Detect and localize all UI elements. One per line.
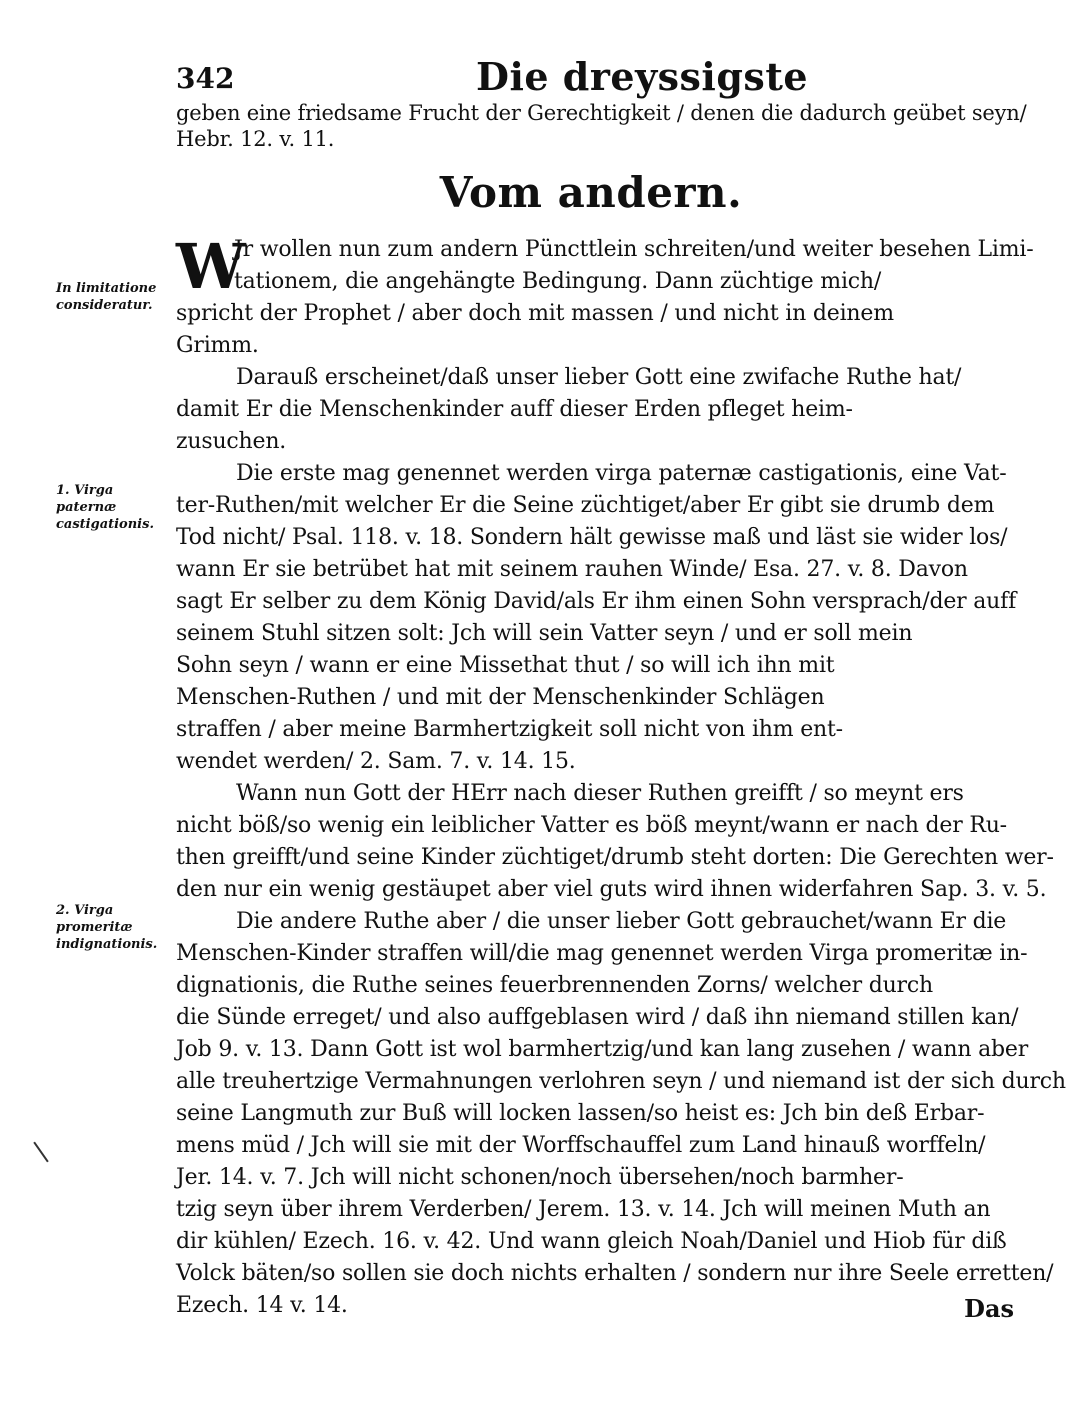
text-line: nicht böß/so wenig ein leiblicher Vatter es böß meynt/wann er nach der Ru- bbox=[176, 813, 1007, 838]
text-line: tzig seyn über ihrem Verderben/ Jerem. 13. v. 14. Jch will meinen Muth an bbox=[176, 1197, 991, 1222]
text-line: seinem Stuhl sitzen solt: Jch will sein Vatter seyn / und er soll mein bbox=[176, 621, 913, 646]
text-line: geben eine friedsame Frucht der Gerechtigkeit / denen die dadurch geübet seyn/ bbox=[176, 101, 1027, 125]
text-line: Die erste mag genennet werden virga paternæ castigationis, eine Vat- bbox=[236, 461, 1007, 486]
catchword: Das bbox=[964, 1294, 1014, 1323]
text-line: spricht der Prophet / aber doch mit massen / und nicht in deinem bbox=[176, 301, 894, 326]
text-line: den nur ein wenig gestäupet aber viel guts wird ihnen widerfahren Sap. 3. v. 5. bbox=[176, 877, 1047, 902]
text-line: seine Langmuth zur Buß will locken lassen/so heist es: Jch bin deß Erbar- bbox=[176, 1101, 985, 1126]
text-line: Jr wollen nun zum andern Püncttlein schreiten/und weiter besehen Limi- bbox=[234, 237, 1034, 262]
text-line: Hebr. 12. v. 11. bbox=[176, 127, 335, 151]
text-line: ter-Ruthen/mit welcher Er die Seine züchtiget/aber Er gibt sie drumb dem bbox=[176, 493, 995, 518]
running-title: Die dreyssigste bbox=[476, 54, 809, 99]
text-line: Sohn seyn / wann er eine Missethat thut / so will ich ihn mit bbox=[176, 653, 835, 678]
page-number: 342 bbox=[176, 62, 235, 95]
text-line: sagt Er selber zu dem König David/als Er ihm einen Sohn versprach/der auff bbox=[176, 589, 1017, 614]
text-line: damit Er die Menschenkinder auff dieser Erden pfleget heim- bbox=[176, 397, 853, 422]
text-line: Menschen-Ruthen / und mit der Menschenkinder Schlägen bbox=[176, 685, 825, 710]
text-line: Grimm. bbox=[176, 333, 259, 358]
drop-cap: W bbox=[176, 230, 246, 303]
margin-note-limitation: In limitatione consideratur. bbox=[56, 281, 157, 313]
text-line: die Sünde erreget/ und also auffgeblasen wird / daß ihn niemand stillen kan/ bbox=[176, 1005, 1019, 1030]
text-line: dir kühlen/ Ezech. 16. v. 42. Und wann gleich Noah/Daniel und Hiob für diß bbox=[176, 1229, 1007, 1254]
text-line: Jer. 14. v. 7. Jch will nicht schonen/noch übersehen/noch barmher- bbox=[176, 1165, 904, 1190]
text-line: straffen / aber meine Barmhertzigkeit soll nicht von ihm ent- bbox=[176, 717, 843, 742]
text-line: wann Er sie betrübet hat mit seinem rauhen Winde/ Esa. 27. v. 8. Davon bbox=[176, 557, 968, 582]
text-line: Volck bäten/so sollen sie doch nichts erhalten / sondern nur ihre Seele erretten/ bbox=[176, 1261, 1054, 1286]
text-line: zusuchen. bbox=[176, 429, 287, 454]
section-heading: Vom andern. bbox=[439, 168, 743, 217]
text-line: Die andere Ruthe aber / die unser lieber Gott gebrauchet/wann Er die bbox=[236, 909, 1007, 934]
text-line: Job 9. v. 13. Dann Gott ist wol barmhertzig/und kan lang zusehen / wann aber bbox=[176, 1037, 1029, 1062]
text-line: alle treuhertzige Vermahnungen verlohren seyn / und niemand ist der sich durch bbox=[176, 1069, 1066, 1094]
text-line: tationem, die angehängte Bedingung. Dann züchtige mich/ bbox=[234, 269, 882, 294]
running-head bbox=[176, 48, 1006, 98]
text-line: Wann nun Gott der HErr nach dieser Ruthen greifft / so meynt ers bbox=[236, 781, 964, 806]
text-line: Ezech. 14 v. 14. bbox=[176, 1293, 348, 1318]
text-line: mens müd / Jch will sie mit der Worffschauffel zum Land hinauß worffeln/ bbox=[176, 1133, 986, 1158]
text-line: wendet werden/ 2. Sam. 7. v. 14. 15. bbox=[176, 749, 576, 774]
text-line: Darauß erscheinet/daß unser lieber Gott eine zwifache Ruthe hat/ bbox=[236, 365, 962, 390]
text-line: dignationis, die Ruthe seines feuerbrennenden Zorns/ welcher durch bbox=[176, 973, 933, 998]
margin-notes bbox=[56, 250, 176, 1350]
text-line: then greifft/und seine Kinder züchtiget/drumb steht dorten: Die Gerechten wer- bbox=[176, 845, 1054, 870]
margin-note-virga-promerita: 2. Virga promeritæ indignationis. bbox=[56, 903, 158, 952]
body-text bbox=[176, 100, 1066, 1322]
margin-note-virga-paterna: 1. Virga paternæ castigationis. bbox=[56, 483, 154, 532]
text-line: Tod nicht/ Psal. 118. v. 18. Sondern hält gewisse maß und läst sie wider los/ bbox=[176, 525, 1008, 550]
text-line: Menschen-Kinder straffen will/die mag genennet werden Virga promeritæ in- bbox=[176, 941, 1028, 966]
scan-mark bbox=[33, 1142, 48, 1163]
